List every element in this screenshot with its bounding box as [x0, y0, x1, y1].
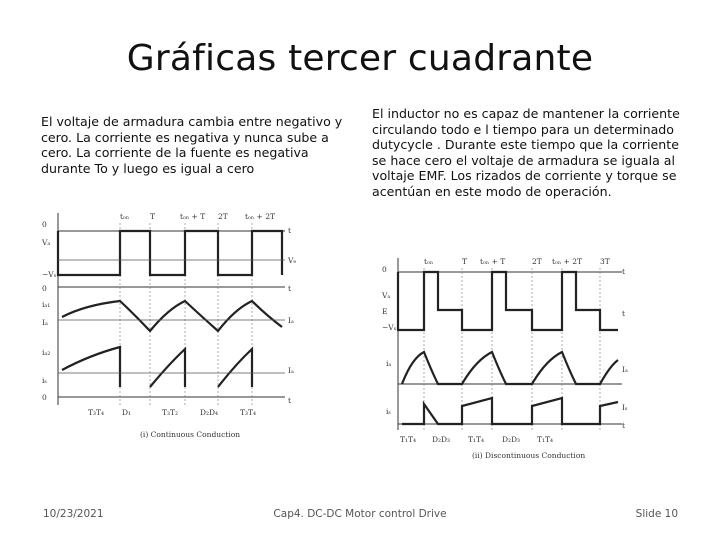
fig-left-left-label-8: 0 — [42, 393, 47, 402]
fig-right-right-label-2: Iₐ — [622, 365, 628, 374]
left-description: El voltaje de armadura cambia entre negativo y cero. La corriente es negativa y nunca sube a cero. La corriente de la fuente es negativa durante To y luego es igual a cero — [41, 114, 343, 176]
fig-right-top-label-4: tₒₙ + 2T — [552, 257, 582, 266]
fig-right-left-label-1: Vₐ — [382, 291, 391, 300]
fig-left-bottom-label-4: T₃T₄ — [240, 408, 257, 417]
fig-left-top-label-2: tₒₙ + T — [180, 212, 206, 221]
fig-right-left-label-4: iₐ — [386, 359, 392, 368]
continuous-conduction-svg — [40, 205, 305, 445]
fig-left-right-label-4: Iₐ — [288, 366, 294, 375]
fig-right-top-label-2: tₒₙ + T — [480, 257, 506, 266]
fig-left-bottom-label-3: D₂D₄ — [200, 408, 219, 417]
right-description: El inductor no es capaz de mantener la corriente circulando todo e l tiempo para un determinado dutycycle . Durante este tiempo que la corriente se hace cero el voltaje de armadura se iguala al voltaje EMF. Los rizados de corriente y torque se acentúan en este modo de operación. — [372, 106, 680, 199]
footer-center-text: Cap4. DC-DC Motor control Drive — [273, 508, 447, 520]
continuous-conduction-figure — [40, 205, 305, 445]
fig-left-left-label-2: −Vₛ — [42, 270, 57, 279]
fig-left-top-label-0: tₒₙ — [120, 212, 130, 221]
fig-right-right-label-0: t — [622, 267, 626, 276]
fig-right-right-label-3: Iₛ — [622, 403, 628, 412]
fig-left-caption: (i) Continuous Conduction — [140, 430, 241, 439]
fig-right-bottom-label-4: T₁T₄ — [537, 435, 554, 444]
fig-left-top-label-3: 2T — [218, 212, 228, 221]
fig-right-left-label-5: iₛ — [386, 407, 391, 416]
fig-left-bottom-label-2: T₃T₂ — [162, 408, 179, 417]
fig-right-top-label-3: 2T — [532, 257, 542, 266]
fig-left-left-label-6: iₐ₂ — [42, 348, 51, 357]
fig-left-left-label-3: 0 — [42, 284, 47, 293]
fig-left-left-label-0: 0 — [42, 220, 47, 229]
fig-left-right-label-1: Vₑ — [288, 256, 297, 265]
fig-left-left-label-7: iₛ — [42, 376, 47, 385]
fig-right-left-label-0: 0 — [382, 265, 387, 274]
footer-slide-number: Slide 10 — [635, 508, 678, 520]
slide-title: Gráficas tercer cuadrante — [126, 38, 594, 79]
fig-left-top-label-1: T — [150, 212, 156, 221]
fig-left-right-label-2: t — [288, 284, 292, 293]
fig-right-bottom-label-2: T₁T₄ — [468, 435, 485, 444]
fig-left-left-label-1: Vₐ — [42, 238, 51, 247]
fig-left-left-label-4: iₐ₁ — [42, 300, 51, 309]
fig-right-left-label-2: E — [382, 307, 388, 316]
fig-right-caption: (ii) Discontinuous Conduction — [472, 451, 586, 460]
footer-date: 10/23/2021 — [43, 508, 104, 520]
fig-left-top-label-4: tₒₙ + 2T — [245, 212, 275, 221]
fig-left-right-label-0: t — [288, 226, 292, 235]
fig-right-top-label-5: 3T — [600, 257, 610, 266]
fig-right-bottom-label-1: D₂D₃ — [432, 435, 451, 444]
fig-right-bottom-label-3: D₂D₃ — [502, 435, 521, 444]
fig-left-bottom-label-0: T₃T₄ — [88, 408, 105, 417]
fig-left-right-label-3: Iₐ — [288, 316, 294, 325]
fig-right-top-label-1: T — [462, 257, 468, 266]
fig-right-left-label-3: −Vₛ — [382, 323, 397, 332]
discontinuous-conduction-svg — [372, 248, 640, 463]
discontinuous-conduction-figure — [372, 248, 640, 463]
fig-left-left-label-5: Iₐ — [42, 318, 48, 327]
fig-left-bottom-label-1: D₁ — [122, 408, 132, 417]
fig-left-right-label-5: t — [288, 396, 292, 405]
fig-right-right-label-4: t — [622, 421, 626, 430]
fig-right-bottom-label-0: T₁T₄ — [400, 435, 417, 444]
fig-right-right-label-1: t — [622, 309, 626, 318]
fig-right-top-label-0: tₒₙ — [424, 257, 434, 266]
